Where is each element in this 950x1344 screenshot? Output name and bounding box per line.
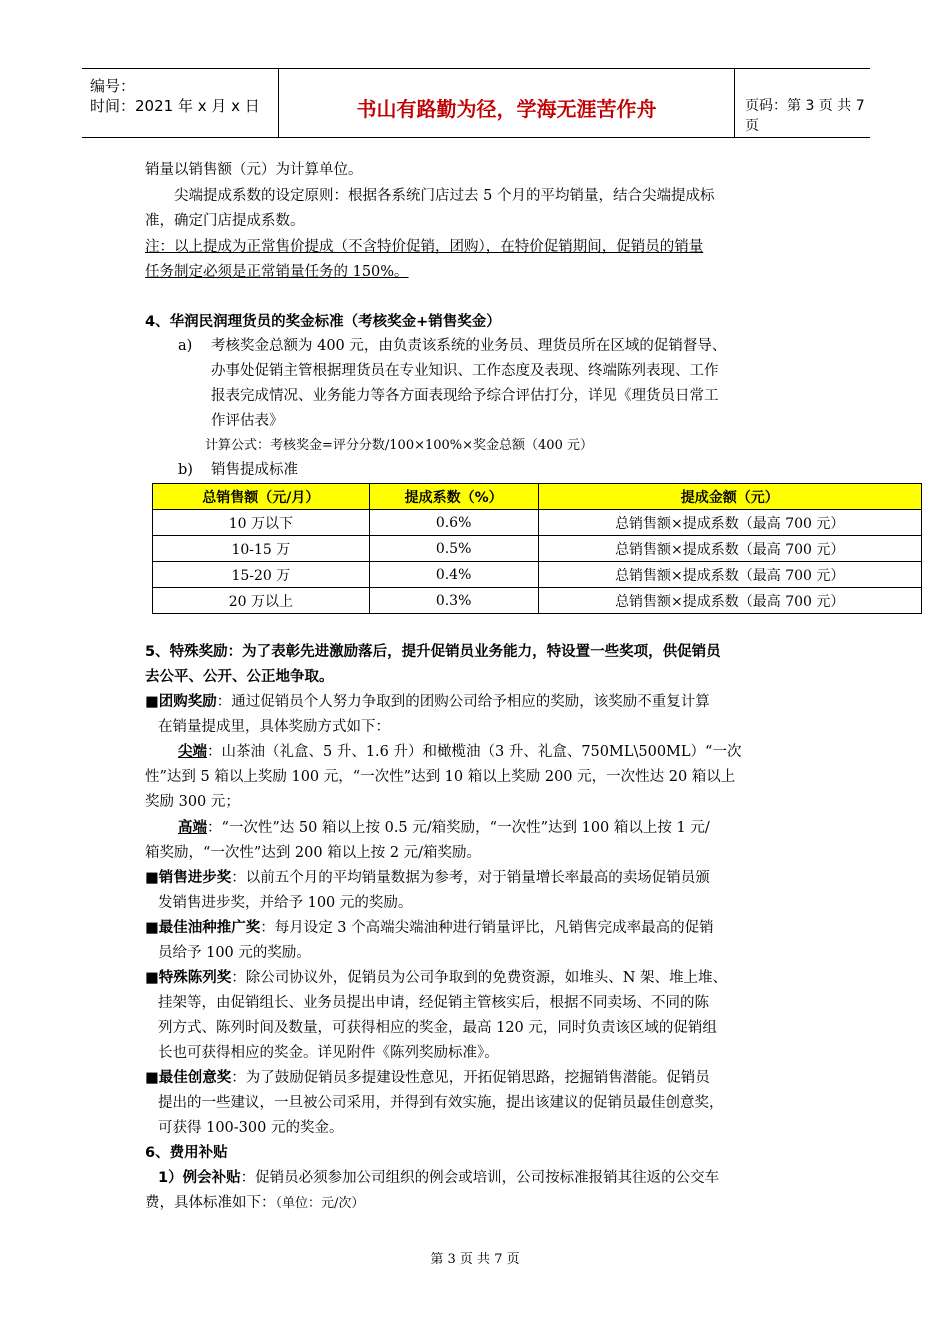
meeting-subsidy-label: 1）例会补贴 — [158, 1170, 241, 1186]
header-right-cell — [734, 69, 871, 137]
table-header-row — [153, 484, 922, 510]
display-award — [145, 968, 727, 988]
meeting-subsidy-unit: （单位：元/次） — [275, 1196, 365, 1211]
group-award-label: ■团购奖励 — [145, 694, 217, 710]
table-header-cell: 提成金额（元） — [538, 484, 922, 510]
progress-award-text: ：以前五个月的平均销量数据为参考，对于销量增长率最高的卖场促销员颁 — [231, 870, 710, 886]
table-cell: 0.5% — [369, 536, 538, 562]
commission-table — [152, 483, 922, 614]
top-end-text: 奖励 300 元； — [145, 794, 240, 810]
section-6-title: 6、费用补贴 — [145, 1145, 228, 1161]
oil-award-text: 员给予 100 元的奖励。 — [158, 945, 311, 961]
top-end-text: 性”达到 5 箱以上奖励 100 元，“一次性”达到 10 箱以上奖励 200 元，一次性达 20 箱以上 — [145, 769, 736, 785]
idea-award-text: 提出的一些建议，一旦被公司采用，并得到有效实施，提出该建议的促销员最佳创意奖， — [158, 1095, 724, 1111]
table-cell: 总销售额×提成系数（最高 700 元） — [538, 562, 922, 588]
display-award-text: 列方式、陈列时间及数量，可获得相应的奖金，最高 120 元，同时负责该区域的促销组 — [158, 1020, 717, 1036]
intro-line: 尖端提成系数的设定原则：根据各系统门店过去 5 个月的平均销量，结合尖端提成标 — [174, 188, 715, 204]
section-5-title: 5、特殊奖励：为了表彰先进激励落后，提升促销员业务能力，特设置一些奖项，供促销员 — [145, 644, 721, 660]
section-4-title: 4、华润民润理货员的奖金标准（考核奖金+销售奖金） — [145, 314, 501, 330]
idea-award — [145, 1068, 710, 1088]
progress-award — [145, 868, 710, 888]
top-end-label: 尖端 — [178, 744, 207, 760]
display-award-text: 长也可获得相应的奖金。详见附件《陈列奖励标准》。 — [158, 1045, 499, 1061]
oil-award-text: ：每月设定 3 个高端尖端油种进行销量评比，凡销售完成率最高的促销 — [260, 920, 714, 936]
intro-note: 注：以上提成为正常售价提成（不含特价促销，团购），在特价促销期间，促销员的销量 — [145, 239, 704, 255]
display-award-text: ：除公司协议外，促销员为公司争取到的免费资源，如堆头、N 架、堆上堆、 — [231, 970, 727, 986]
table-row — [153, 588, 922, 614]
high-end-text: 箱奖励，“一次性”达到 200 箱以上按 2 元/箱奖励。 — [145, 845, 482, 861]
item-a-label: a) — [178, 338, 193, 354]
item-a-text: 作评估表》 — [211, 413, 284, 429]
table-cell: 15-20 万 — [153, 562, 370, 588]
intro-line: 准，确定门店提成系数。 — [145, 213, 305, 229]
header-motto: 书山有路勤为径，学海无涯苦作舟 — [356, 97, 657, 121]
high-end-text: ：“一次性”达 50 箱以上按 0.5 元/箱奖励，“一次性”达到 100 箱以上按 1 元/ — [207, 820, 710, 836]
top-end-award — [178, 742, 741, 762]
page-header — [82, 68, 870, 138]
table-cell: 总销售额×提成系数（最高 700 元） — [538, 588, 922, 614]
table-cell: 0.6% — [369, 510, 538, 536]
header-left-cell — [82, 69, 279, 137]
header-center-cell — [279, 69, 734, 137]
idea-award-text: 可获得 100-300 元的奖金。 — [158, 1120, 344, 1136]
meeting-subsidy — [158, 1168, 719, 1188]
table-cell: 20 万以上 — [153, 588, 370, 614]
progress-award-text: 发销售进步奖，并给予 100 元的奖励。 — [158, 895, 413, 911]
table-row — [153, 562, 922, 588]
group-award-text: 在销量提成里，具体奖励方式如下： — [158, 719, 390, 735]
table-header-cell: 提成系数（%） — [369, 484, 538, 510]
table-header-cell: 总销售额（元/月） — [153, 484, 370, 510]
item-b-label: b) — [178, 462, 193, 478]
header-page-label: 页码：第 3 页 共 7 页 — [745, 98, 865, 134]
item-a-text: 报表完成情况、业务能力等各方面表现给予综合评估打分，详见《理货员日常工 — [211, 388, 719, 404]
group-award-text: ：通过促销员个人努力争取到的团购公司给予相应的奖励，该奖励不重复计算 — [216, 694, 710, 710]
table-row — [153, 510, 922, 536]
intro-line: 销量以销售额（元）为计算单位。 — [145, 162, 363, 178]
table-row — [153, 536, 922, 562]
formula-text: 计算公式：考核奖金=评分分数/100×100%×奖金总额（400 元） — [205, 438, 593, 453]
doc-time-label: 时间：2021 年 x 月 x 日 — [90, 97, 260, 115]
intro-note: 任务制定必须是正常销量任务的 150%。 — [145, 264, 409, 280]
meeting-subsidy-text: ：促销员必须参加公司组织的例会或培训，公司按标准报销其往返的公交车 — [240, 1170, 720, 1186]
idea-award-label: ■最佳创意奖 — [145, 1070, 232, 1086]
oil-award-label: ■最佳油种推广奖 — [145, 920, 261, 936]
meeting-subsidy-line — [145, 1193, 364, 1214]
item-a-text: 考核奖金总额为 400 元，由负责该系统的业务员、理货员所在区域的促销督导、 — [211, 338, 727, 354]
table-cell: 10-15 万 — [153, 536, 370, 562]
top-end-text: ：山茶油（礼盒、5 升、1.6 升）和橄榄油（3 升、礼盒、750ML\500ML）“一次 — [207, 744, 742, 760]
idea-award-text: ：为了鼓励促销员多提建设性意见，开拓促销思路，挖掘销售潜能。促销员 — [231, 1070, 710, 1086]
display-award-text: 挂架等，由促销组长、业务员提出申请，经促销主管核实后，根据不同卖场、不同的陈 — [158, 995, 709, 1011]
table-cell: 0.3% — [369, 588, 538, 614]
high-end-label: 高端 — [178, 820, 207, 836]
doc-number-label: 编号： — [90, 77, 136, 95]
oil-award — [145, 918, 714, 938]
item-b-text: 销售提成标准 — [211, 462, 298, 478]
meeting-subsidy-text: 费，具体标准如下： — [145, 1195, 276, 1211]
group-award — [145, 692, 710, 712]
table-cell: 总销售额×提成系数（最高 700 元） — [538, 536, 922, 562]
page-footer: 第 3 页 共 7 页 — [430, 1252, 520, 1267]
table-cell: 10 万以下 — [153, 510, 370, 536]
high-end-award — [178, 818, 710, 838]
display-award-label: ■特殊陈列奖 — [145, 970, 232, 986]
table-cell: 总销售额×提成系数（最高 700 元） — [538, 510, 922, 536]
section-5-title: 去公平、公开、公正地争取。 — [145, 669, 334, 685]
table-cell: 0.4% — [369, 562, 538, 588]
item-a-text: 办事处促销主管根据理货员在专业知识、工作态度及表现、终端陈列表现、工作 — [211, 363, 719, 379]
progress-award-label: ■销售进步奖 — [145, 870, 232, 886]
